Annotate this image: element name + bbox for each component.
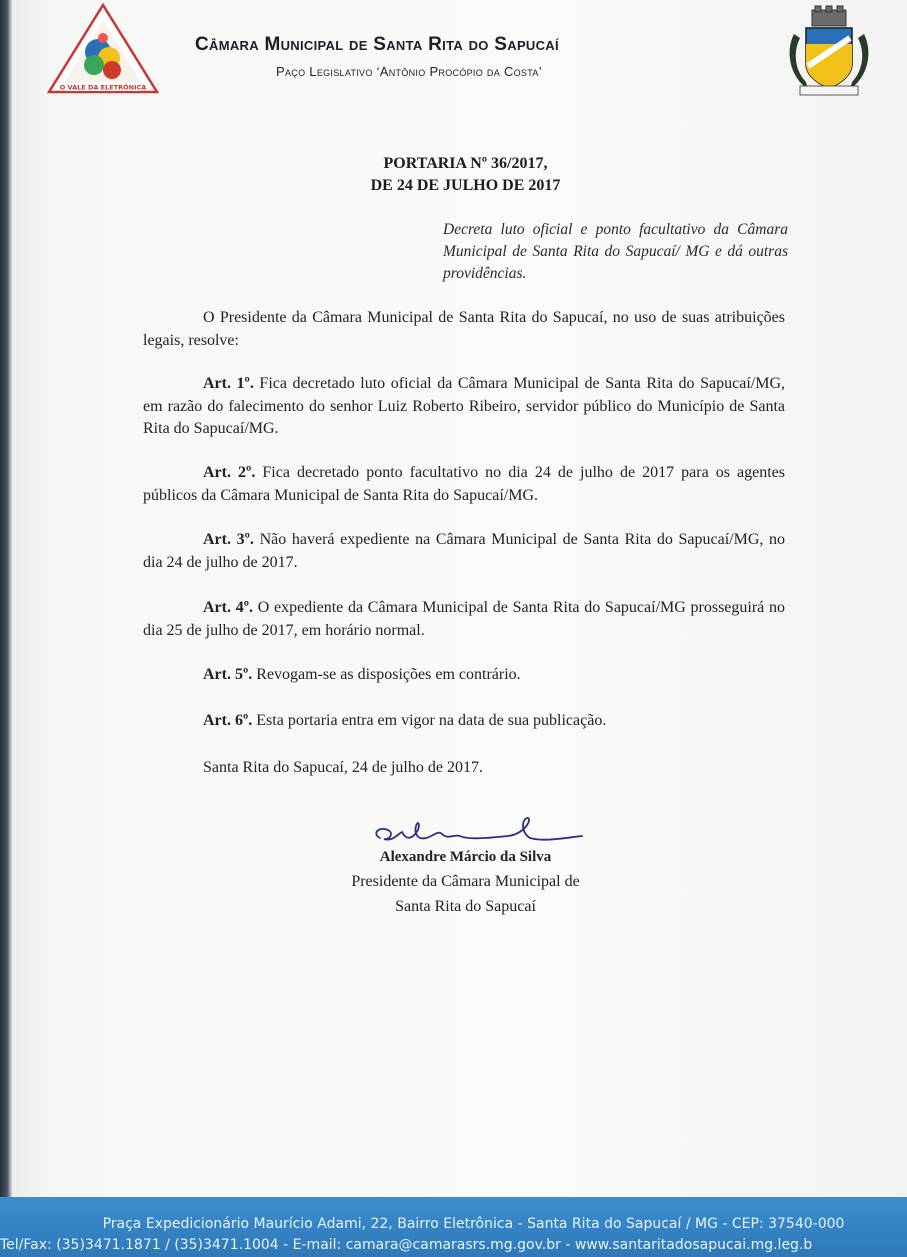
article-label: Art. 2º. (203, 464, 256, 481)
article-4 (143, 597, 785, 642)
article-text: Fica decretado ponto facultativo no dia 24 de julho de 2017 para os agentes públicos da Câmara Municipal de Santa Rita do Sapucaí/MG. (143, 464, 786, 504)
footer-address: Praça Expedicionário Maurício Adami, 22, Bairro Eletrônica - Santa Rita do Sapucaí / MG - CEP: 37540-000 (102, 1216, 845, 1232)
article-text: Esta portaria entra em vigor na data de sua publicação. (256, 712, 607, 729)
article-text: O expediente da Câmara Municipal de Santa Rita do Sapucaí/MG prosseguirá no dia 25 de julho de 2017, em horário normal. (143, 599, 785, 639)
article-text: Não haverá expediente na Câmara Municipal de Santa Rita do Sapucaí/MG, no dia 24 de julho de 2017. (143, 531, 786, 571)
signer-name: Alexandre Márcio da Silva (379, 849, 552, 865)
document-title-line2: DE 24 DE JULHO DE 2017 (370, 177, 561, 194)
signer-role: Presidente da Câmara Municipal de (351, 873, 580, 890)
article-3 (143, 529, 785, 574)
article-label: Art. 1º. (203, 375, 254, 392)
institution-subtitle: Paço Legislativo ‘Antônio Procópio da Costa’ (276, 64, 542, 79)
article-text: Fica decretado luto oficial da Câmara Municipal de Santa Rita do Sapucaí/MG, em razão do falecimento do senhor Luiz Roberto Ribeiro, servidor público do Município de Santa Rita do Sapucaí/MG. (143, 375, 786, 437)
article-6 (143, 710, 785, 733)
article-2 (143, 462, 785, 507)
article-label: Art. 3º. (203, 531, 254, 548)
place-date-text: Santa Rita do Sapucaí, 24 de julho de 2017. (203, 759, 483, 776)
signer-city: Santa Rita do Sapucaí (395, 898, 536, 915)
place-date (143, 757, 785, 780)
article-label: Art. 4º. (203, 599, 253, 616)
footer-contact: Tel/Fax: (35)3471.1871 / (35)3471.1004 - E-mail: camara@camarasrs.mg.gov.br - www.santaritadosapucai.mg.leg.b (0, 1237, 813, 1253)
article-1 (143, 373, 785, 441)
handwritten-signature (368, 812, 588, 852)
article-label: Art. 6º. (203, 712, 253, 729)
article-5 (143, 664, 785, 687)
preamble-text: O Presidente da Câmara Municipal de Santa Rita do Sapucaí, no uso de suas atribuições legais, resolve: (143, 309, 785, 349)
ementa: Decreta luto oficial e ponto facultativo da Câmara Municipal de Santa Rita do Sapucaí/ MG e dá outras providências. (443, 221, 788, 282)
article-label: Art. 5º. (203, 666, 253, 683)
scan-edge (0, 0, 12, 1205)
logo-tagline: O VALE DA ELETRÔNICA (59, 83, 147, 92)
preamble (143, 307, 785, 352)
camara-logo (46, 2, 160, 96)
article-text: Revogam-se as disposições em contrário. (256, 666, 521, 683)
coat-of-arms-icon (786, 4, 872, 100)
institution-title: Câmara Municipal de Santa Rita do Sapucaí (195, 34, 559, 55)
document-title-line1: PORTARIA Nº 36/2017, (383, 155, 548, 172)
